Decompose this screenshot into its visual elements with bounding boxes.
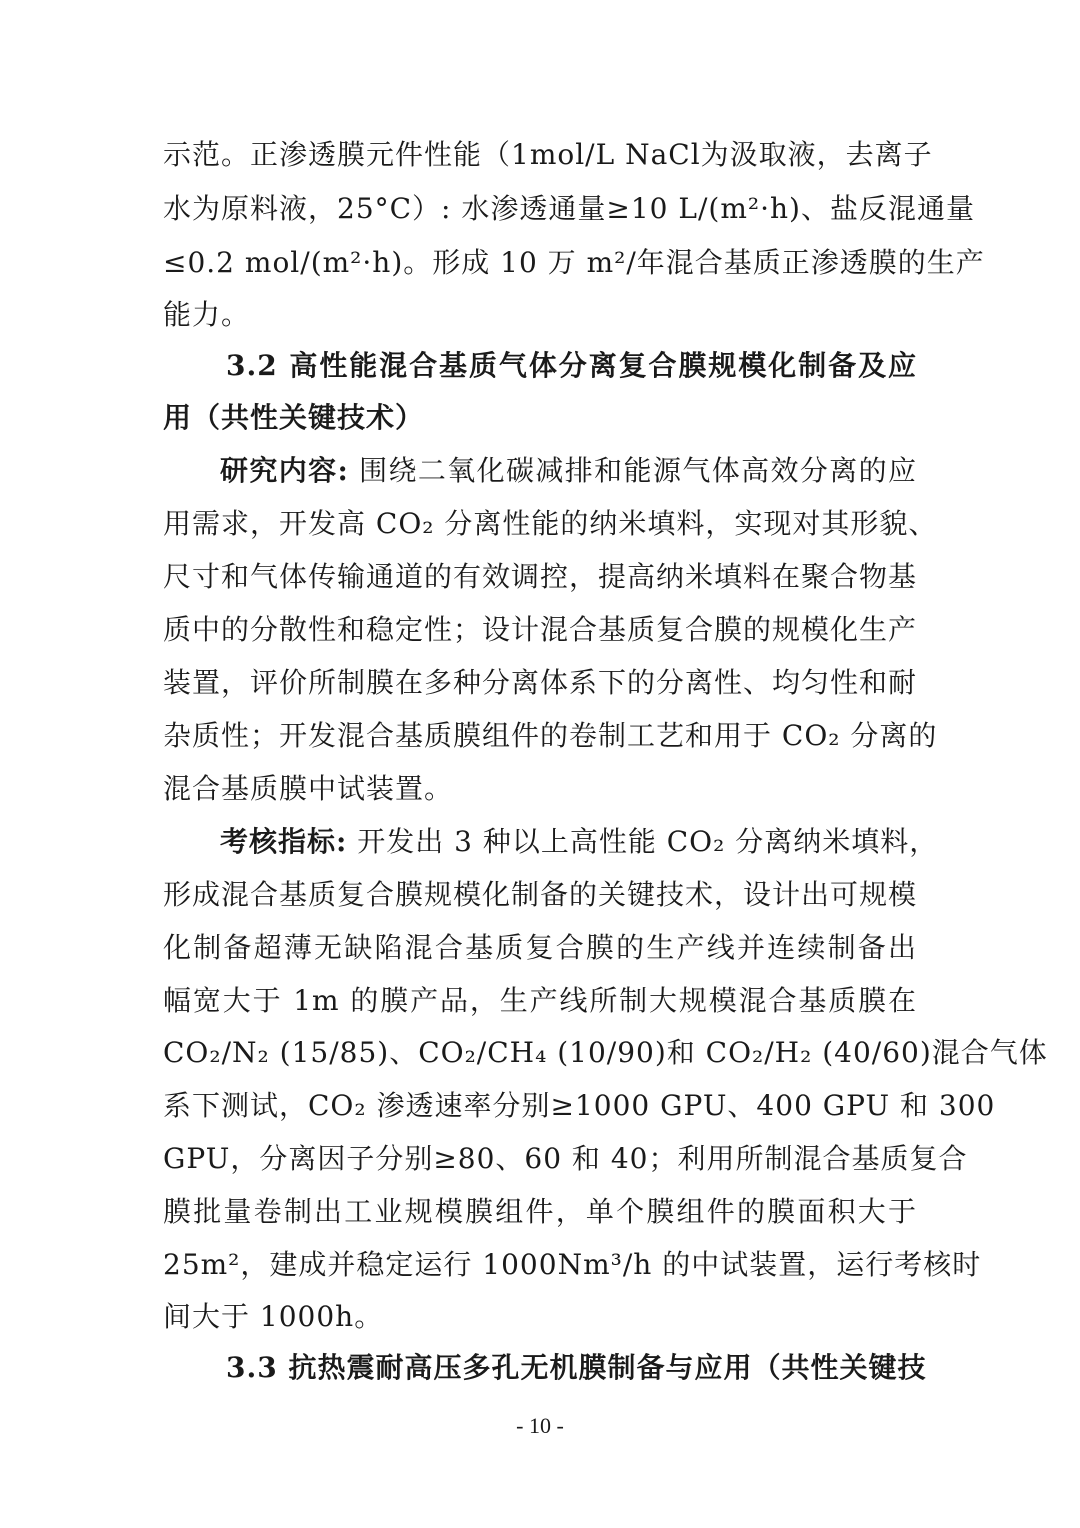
paragraph-line: 化制备超薄无缺陷混合基质复合膜的生产线并连续制备出	[163, 931, 917, 964]
paragraph-line: 间大于 1000h。	[163, 1300, 384, 1333]
paragraph-line: ≤0.2 mol/(m²·h)。形成 10 万 m²/年混合基质正渗透膜的生产	[163, 246, 985, 279]
assessment-index-line	[220, 815, 939, 869]
paragraph-line: CO₂/N₂ (15/85)、CO₂/CH₄ (10/90)和 CO₂/H₂ (40/60)混合气体	[163, 1036, 1048, 1069]
paragraph-line: 示范。正渗透膜元件性能（1mol/L NaCl为汲取液，去离子	[163, 138, 933, 171]
paragraph-line: 系下测试，CO₂ 渗透速率分别≥1000 GPU、400 GPU 和 300	[163, 1089, 996, 1122]
paragraph-line: 混合基质膜中试装置。	[163, 772, 454, 805]
paragraph-line: 25m²，建成并稳定运行 1000Nm³/h 的中试装置，运行考核时	[163, 1248, 982, 1281]
paragraph-line: 水为原料液，25°C）: 水渗透通量≥10 L/(m²·h)、盐反混通量	[163, 192, 975, 225]
paragraph-line: 用需求，开发高 CO₂ 分离性能的纳米填料，实现对其形貌、	[163, 507, 938, 540]
research-content-label: 研究内容:	[220, 454, 349, 487]
paragraph-line: 幅宽大于 1m 的膜产品，生产线所制大规模混合基质膜在	[163, 984, 917, 1017]
section-heading-3-3: 3.3 抗热震耐高压多孔无机膜制备与应用（共性关键技	[226, 1351, 927, 1384]
research-content-line	[220, 444, 917, 498]
paragraph-line: 质中的分散性和稳定性；设计混合基质复合膜的规模化生产	[163, 613, 918, 646]
paragraph-line: 杂质性；开发混合基质膜组件的卷制工艺和用于 CO₂ 分离的	[163, 719, 938, 752]
section-heading-3-2-cont: 用（共性关键技术）	[163, 401, 425, 434]
paragraph-line: GPU，分离因子分别≥80、60 和 40；利用所制混合基质复合	[163, 1142, 968, 1175]
paragraph-line: 装置，评价所制膜在多种分离体系下的分离性、均匀性和耐	[163, 666, 918, 699]
assessment-index-label: 考核指标:	[220, 825, 348, 858]
assessment-index-text: 开发出 3 种以上高性能 CO₂ 分离纳米填料，	[347, 825, 939, 858]
research-content-text: 围绕二氧化碳减排和能源气体高效分离的应	[348, 454, 917, 487]
section-heading-3-2: 3.2 高性能混合基质气体分离复合膜规模化制备及应	[226, 349, 917, 382]
paragraph-line: 形成混合基质复合膜规模化制备的关键技术，设计出可规模	[163, 878, 918, 911]
paragraph-line: 尺寸和气体传输通道的有效调控，提高纳米填料在聚合物基	[163, 560, 918, 593]
page-number: - 10 -	[516, 1413, 564, 1438]
paragraph-line: 膜批量卷制出工业规模膜组件，单个膜组件的膜面积大于	[163, 1195, 917, 1228]
paragraph-line: 能力。	[163, 298, 251, 331]
